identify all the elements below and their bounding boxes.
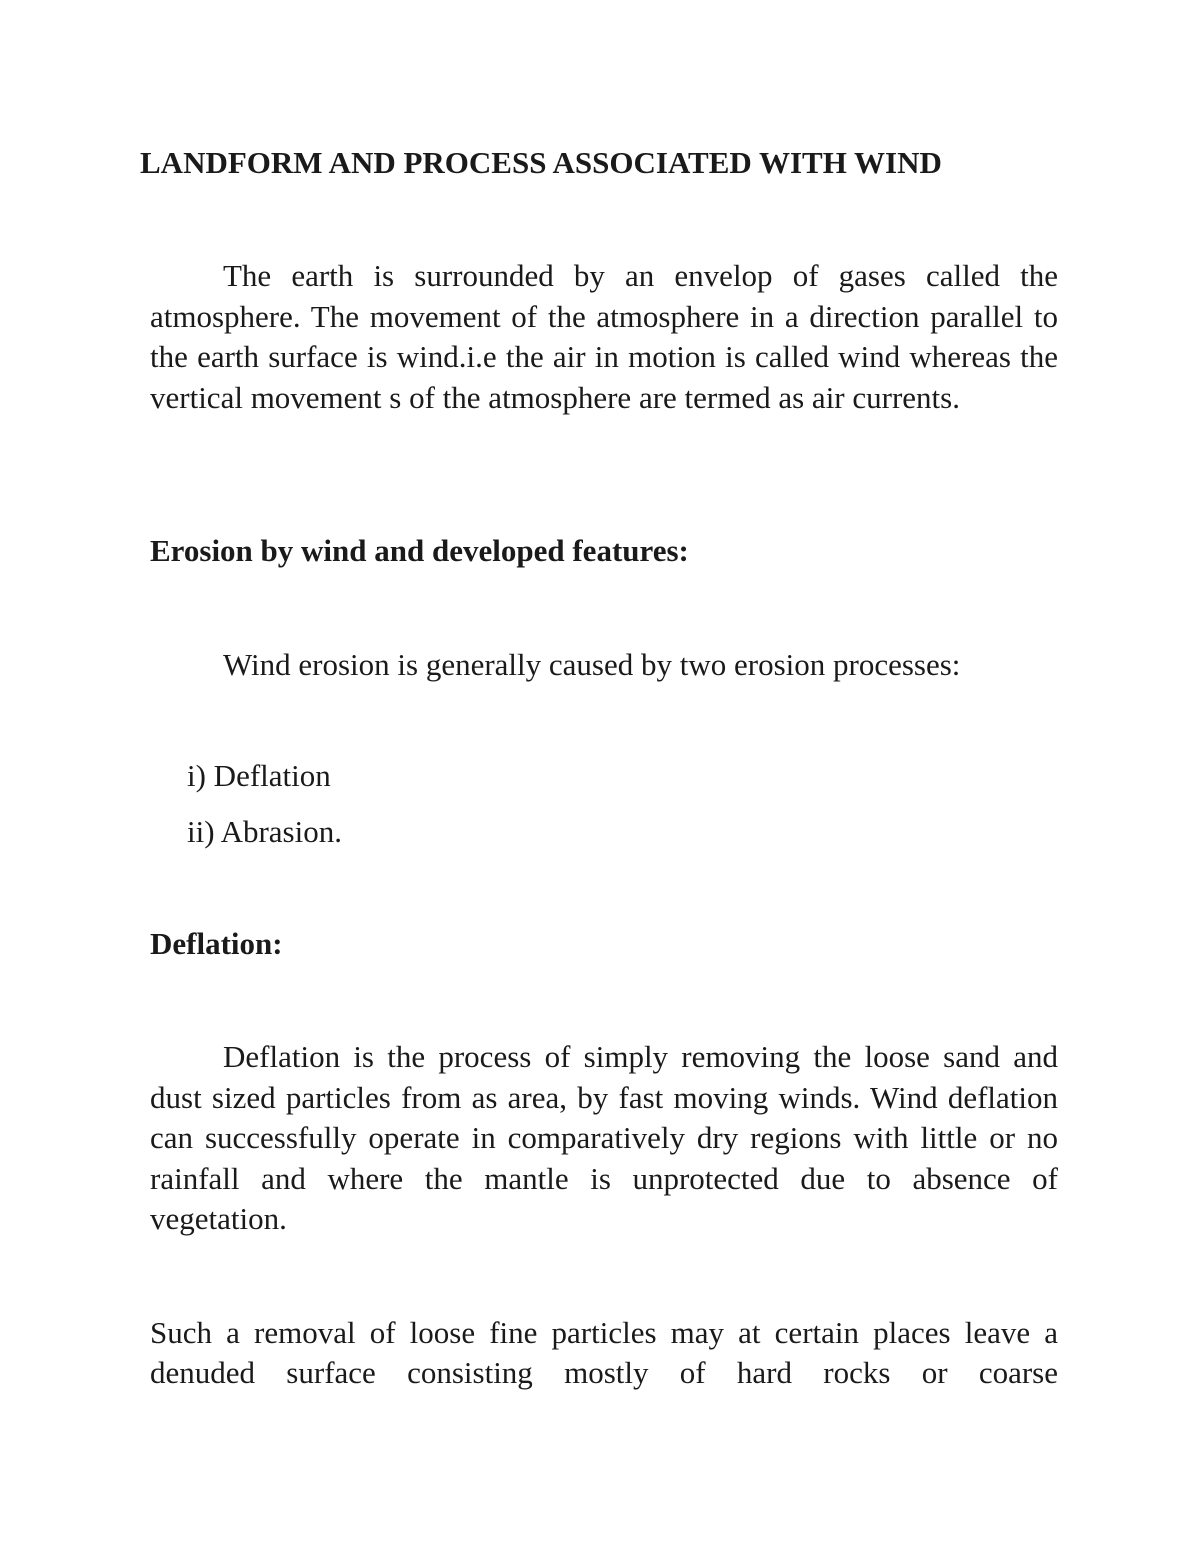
page-title: LANDFORM AND PROCESS ASSOCIATED WITH WIND [140,145,942,180]
section-heading-erosion: Erosion by wind and developed features: [150,533,689,568]
deflation-paragraph: Deflation is the process of simply removing the loose sand and dust sized particles from as area, by fast moving winds. Wind deflation can successfully operate in comparatively dry regions with little or no rainfall and where the mantle is unprotected due to absence of vegetation. [150,1039,1058,1236]
list-item-abrasion: ii) Abrasion. [187,814,342,849]
removal-paragraph: Such a removal of loose fine particles may at certain places leave a denuded surface consisting mostly of hard rocks or coarse [150,1315,1058,1390]
list-item-deflation: i) Deflation [187,758,331,793]
intro-paragraph: The earth is surrounded by an envelop of gases called the atmosphere. The movement of the atmosphere in a direction parallel to the earth surface is wind.i.e the air in motion is called wind whereas the vertical movement s of the atmosphere are termed as air currents. [150,258,1058,415]
erosion-lead-text: Wind erosion is generally caused by two erosion processes: [223,647,961,682]
section-heading-deflation: Deflation: [150,926,283,961]
